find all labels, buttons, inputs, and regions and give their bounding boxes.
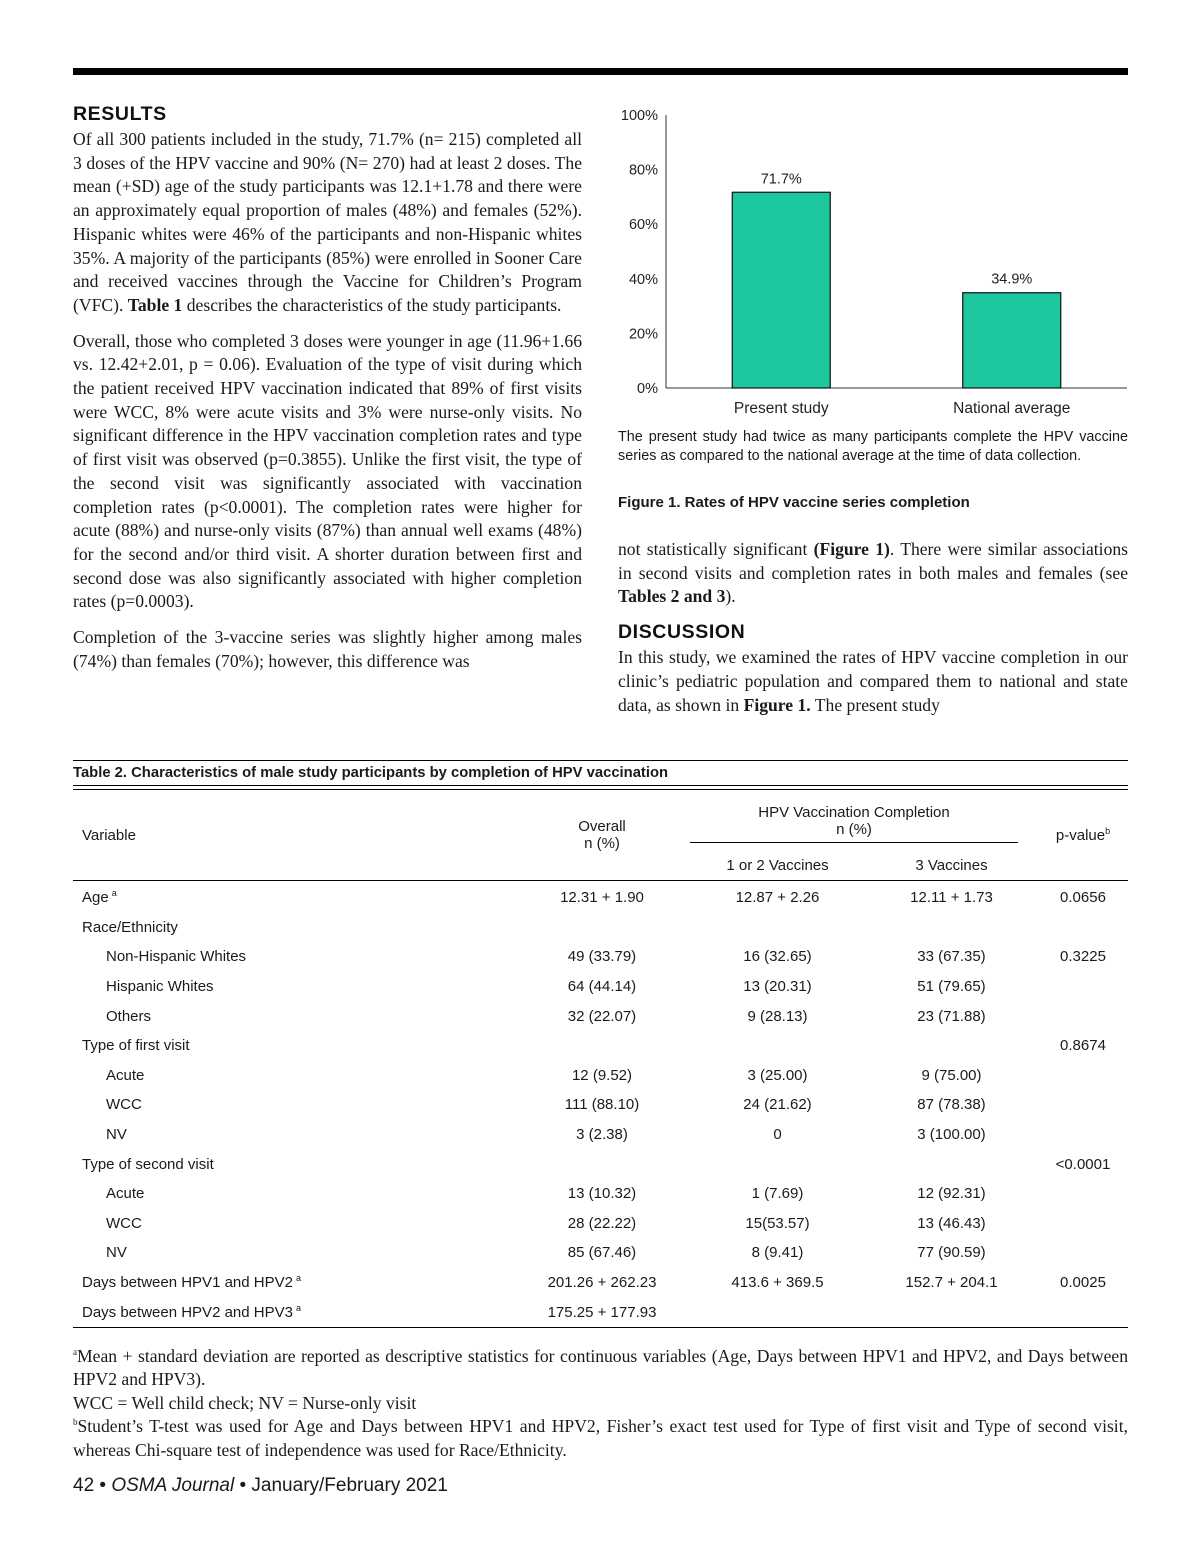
header-3: 3 Vaccines bbox=[915, 856, 988, 874]
footnote-b bbox=[73, 1415, 1128, 1462]
table-row bbox=[73, 1090, 1128, 1120]
cell-3 bbox=[865, 1001, 1038, 1031]
row-label bbox=[73, 1149, 514, 1179]
header-variable: Variable bbox=[82, 826, 136, 844]
cell-3 bbox=[865, 881, 1038, 913]
continued-text-3: ). bbox=[725, 586, 736, 607]
cell-1or2-text: 1 (7.69) bbox=[751, 1185, 804, 1203]
footer-sep-2: • bbox=[234, 1475, 252, 1496]
cell-pvalue-text: 0.3225 bbox=[1060, 948, 1106, 966]
cell-3-text: 51 (79.65) bbox=[917, 978, 986, 996]
footnotes bbox=[73, 1345, 1128, 1462]
cell-1or2 bbox=[690, 1209, 865, 1239]
x-tick-label: National average bbox=[953, 400, 1071, 417]
cell-overall-text: 12.31 + 1.90 bbox=[560, 889, 644, 907]
y-tick-label: 20% bbox=[628, 326, 658, 343]
continued-text-2: . There were similar associations in second visits and completion rates in both males and females (see bbox=[618, 539, 1129, 583]
row-label-text: NV bbox=[106, 1244, 127, 1262]
row-label-text: Type of first visit bbox=[82, 1037, 190, 1055]
cell-overall-text: 201.26 + 262.23 bbox=[547, 1274, 657, 1292]
footnote-b-text: Student’s T-test was used for Age and Days between HPV1 and HPV2, Fisher’s exact test used for Type of first visit and Type of second visit, whereas Chi-square test of independence was used for Race/Ethnicity. bbox=[73, 1416, 1128, 1460]
y-tick-label: 100% bbox=[620, 108, 658, 124]
results-paragraph-1 bbox=[73, 128, 582, 318]
cell-1or2 bbox=[690, 1268, 865, 1298]
cell-3 bbox=[865, 1061, 1038, 1091]
row-label-text: Days between HPV2 and HPV3 bbox=[82, 1303, 293, 1321]
bar bbox=[963, 293, 1061, 388]
cell-3 bbox=[865, 1268, 1038, 1298]
x-tick-label: Present study bbox=[733, 400, 829, 417]
table-row bbox=[73, 881, 1128, 913]
header-1or2: 1 or 2 Vaccines bbox=[726, 856, 829, 874]
discussion-text: In this study, we examined the rates of HPV vaccine completion in our clinic’s pediatric population and compared them to national and state data, as shown in bbox=[618, 647, 1128, 715]
cell-1or2-text: 16 (32.65) bbox=[743, 948, 812, 966]
cell-overall bbox=[514, 1149, 690, 1179]
data-table bbox=[73, 790, 1128, 1328]
cell-3 bbox=[865, 972, 1038, 1002]
y-tick-label: 0% bbox=[637, 381, 658, 397]
cell-1or2 bbox=[690, 1238, 865, 1268]
discussion-text-end: The present study bbox=[810, 694, 940, 715]
cell-1or2-text: 13 (20.31) bbox=[743, 978, 812, 996]
cell-3-text: 77 (90.59) bbox=[917, 1244, 986, 1262]
cell-overall-text: 3 (2.38) bbox=[576, 1126, 628, 1144]
cell-overall bbox=[514, 942, 690, 972]
cell-1or2 bbox=[690, 881, 865, 913]
header-group bbox=[690, 790, 1038, 850]
issue-date: January/February 2021 bbox=[251, 1475, 448, 1496]
cell-3-text: 152.7 + 204.1 bbox=[905, 1274, 998, 1292]
table-row bbox=[73, 1238, 1128, 1268]
cell-pvalue bbox=[1038, 1090, 1128, 1120]
cell-1or2-text: 8 (9.41) bbox=[751, 1244, 804, 1262]
cell-pvalue-text: <0.0001 bbox=[1055, 1155, 1111, 1173]
cell-1or2 bbox=[690, 1149, 865, 1179]
cell-overall bbox=[514, 1031, 690, 1061]
table-row bbox=[73, 942, 1128, 972]
row-label-text: Acute bbox=[106, 1066, 145, 1084]
cell-overall bbox=[514, 1061, 690, 1091]
cell-3 bbox=[865, 1090, 1038, 1120]
discussion-heading: DISCUSSION bbox=[618, 621, 746, 644]
cell-pvalue-text: 0.8674 bbox=[1060, 1037, 1106, 1055]
cell-1or2-text: 0 bbox=[773, 1126, 782, 1144]
cell-overall-text: 64 (44.14) bbox=[567, 978, 637, 996]
top-rule bbox=[73, 68, 1128, 75]
continued-text: not statistically significant bbox=[618, 539, 814, 559]
cell-overall bbox=[514, 1001, 690, 1031]
cell-overall bbox=[514, 881, 690, 913]
page-number: 42 bbox=[73, 1475, 95, 1496]
cell-1or2 bbox=[690, 972, 865, 1002]
table-row bbox=[73, 1209, 1128, 1239]
bar-chart bbox=[610, 100, 1135, 430]
cell-overall-text: 49 (33.79) bbox=[567, 948, 637, 966]
cell-overall-text: 111 (88.10) bbox=[564, 1096, 640, 1114]
table-row bbox=[73, 1149, 1128, 1179]
cell-3 bbox=[865, 1179, 1038, 1209]
results-p1-text: Of all 300 patients included in the study, 71.7% (n= 215) completed all 3 doses of the HPV vaccine and 90% (N= 270) had at least 2 doses. The mean (+SD) age of the study participants was 12.1+1.78 and there were an approximately equal proportion of males (48%) and females (52%). Hispanic whites were 46% of the participants and non-Hispanic whites 35%. A majority of the participants (85%) were enrolled in Sooner Care and received vaccines through the Vaccine for Children’s Program (VFC). bbox=[73, 129, 582, 315]
footnote-a bbox=[73, 1345, 1128, 1392]
cell-pvalue bbox=[1038, 913, 1128, 943]
table-row bbox=[73, 1120, 1128, 1150]
header-pvalue bbox=[1038, 790, 1128, 881]
cell-1or2 bbox=[690, 1120, 865, 1150]
table-row bbox=[73, 913, 1128, 943]
cell-pvalue bbox=[1038, 1061, 1128, 1091]
row-label-text: WCC bbox=[106, 1096, 142, 1114]
header-pvalue-text: p-value bbox=[1055, 826, 1106, 844]
figure1-ref: (Figure 1) bbox=[813, 539, 890, 559]
cell-overall bbox=[514, 1297, 690, 1327]
cell-1or2-text: 9 (28.13) bbox=[747, 1007, 808, 1025]
table-row bbox=[73, 1061, 1128, 1091]
cell-1or2 bbox=[690, 1001, 865, 1031]
cell-pvalue bbox=[1038, 881, 1128, 913]
cell-3 bbox=[865, 1120, 1038, 1150]
cell-1or2 bbox=[690, 1090, 865, 1120]
cell-pvalue bbox=[1038, 1297, 1128, 1327]
cell-3-text: 12.11 + 1.73 bbox=[910, 889, 993, 907]
cell-1or2-text: 413.6 + 369.5 bbox=[731, 1274, 824, 1292]
row-label bbox=[73, 1001, 514, 1031]
cell-overall bbox=[514, 1268, 690, 1298]
cell-1or2 bbox=[690, 942, 865, 972]
cell-pvalue bbox=[1038, 1149, 1128, 1179]
header-overall-line1: Overall bbox=[578, 818, 626, 835]
cell-3 bbox=[865, 1031, 1038, 1061]
results-paragraph-2: Overall, those who completed 3 doses were younger in age (11.96+1.66 vs. 12.42+2.01, p = 0.06). Evaluation of the type of visit during which the patient received HPV vaccination indicated that 89% of first visits were WCC, 8% were acute visits and 3% were nurse-only visits. No significant difference in the HPV vaccination completion rates and type of first visit was observed (p=0.3855). Unlike the first visit, the type of the second visit was significantly associated with vaccination completion rates (p<0.0001). The completion rates were higher for acute (88%) and nurse-only visits (87%) than annual well exams (48%) for the second and/or third visit. A shorter duration between first and second dose was also significantly associated with higher completion rates (p=0.0003). bbox=[73, 330, 582, 612]
header-pvalue-sup: b bbox=[1105, 825, 1111, 836]
cell-1or2-text: 3 (25.00) bbox=[747, 1066, 808, 1084]
cell-1or2-text: 12.87 + 2.26 bbox=[735, 889, 820, 907]
results-paragraph-3: Completion of the 3-vaccine series was slightly higher among males (74%) than females (70%); however, this difference was bbox=[73, 627, 582, 671]
row-label bbox=[73, 1268, 514, 1298]
cell-overall-text: 32 (22.07) bbox=[567, 1007, 637, 1025]
y-tick-label: 80% bbox=[628, 162, 658, 179]
y-tick-label: 40% bbox=[628, 271, 658, 288]
cell-pvalue bbox=[1038, 942, 1128, 972]
row-label bbox=[73, 1120, 514, 1150]
cell-overall bbox=[514, 1209, 690, 1239]
figure-caption: The present study had twice as many participants complete the HPV vaccine series as compared to the national average at the time of data collection. bbox=[618, 429, 1128, 465]
footnote-abbrev: WCC = Well child check; NV = Nurse-only visit bbox=[73, 1392, 417, 1413]
cell-overall bbox=[514, 1179, 690, 1209]
figure-title: Figure 1. Rates of HPV vaccine series completion bbox=[618, 494, 970, 511]
journal-name: OSMA Journal bbox=[111, 1475, 235, 1496]
row-label-text: Age bbox=[82, 889, 109, 907]
cell-pvalue bbox=[1038, 1179, 1128, 1209]
cell-overall-text: 28 (22.22) bbox=[567, 1214, 637, 1232]
table-2 bbox=[73, 760, 1128, 1328]
data-label: 34.9% bbox=[991, 271, 1033, 288]
table-body bbox=[73, 881, 1128, 1327]
table-row bbox=[73, 1001, 1128, 1031]
cell-overall-text: 85 (67.46) bbox=[567, 1244, 637, 1262]
cell-1or2 bbox=[690, 1031, 865, 1061]
row-label bbox=[73, 942, 514, 972]
cell-3-text: 13 (46.43) bbox=[917, 1214, 986, 1232]
row-label bbox=[73, 1179, 514, 1209]
row-label-sup: a bbox=[295, 1273, 301, 1284]
cell-1or2-text: 15(53.57) bbox=[745, 1214, 810, 1232]
figure1-ref-2: Figure 1. bbox=[743, 694, 811, 715]
header-group-line2: n (%) bbox=[836, 820, 872, 838]
cell-overall bbox=[514, 1090, 690, 1120]
footnote-b-sup: b bbox=[73, 1417, 78, 1428]
right-column bbox=[618, 538, 1128, 729]
table1-ref: Table 1 bbox=[127, 294, 183, 315]
footnote-a-sup: a bbox=[73, 1347, 77, 1358]
table-row bbox=[73, 972, 1128, 1002]
page-footer bbox=[73, 1475, 448, 1497]
cell-3-text: 87 (78.38) bbox=[917, 1096, 986, 1114]
cell-overall bbox=[514, 1120, 690, 1150]
row-label bbox=[73, 1090, 514, 1120]
row-label-text: Days between HPV1 and HPV2 bbox=[82, 1274, 293, 1292]
header-overall-line2: n (%) bbox=[584, 835, 620, 852]
row-label-text: NV bbox=[106, 1126, 127, 1144]
cell-3 bbox=[865, 1238, 1038, 1268]
cell-3-text: 12 (92.31) bbox=[917, 1185, 986, 1203]
row-label-text: Hispanic Whites bbox=[106, 978, 214, 996]
row-label-text: Race/Ethnicity bbox=[82, 918, 178, 936]
data-label: 71.7% bbox=[760, 171, 802, 188]
cell-3 bbox=[865, 913, 1038, 943]
cell-overall-text: 175.25 + 177.93 bbox=[547, 1303, 657, 1321]
row-label bbox=[73, 881, 514, 913]
cell-pvalue bbox=[1038, 1209, 1128, 1239]
tables-ref: Tables 2 and 3 bbox=[618, 586, 726, 607]
row-label-text: Non-Hispanic Whites bbox=[106, 948, 247, 966]
cell-3-text: 3 (100.00) bbox=[917, 1126, 986, 1144]
row-label-text: Others bbox=[106, 1007, 152, 1025]
cell-overall bbox=[514, 1238, 690, 1268]
row-label bbox=[73, 913, 514, 943]
results-p1-text-end: describes the characteristics of the study participants. bbox=[182, 294, 562, 315]
cell-3 bbox=[865, 1297, 1038, 1327]
cell-pvalue bbox=[1038, 1031, 1128, 1061]
row-label bbox=[73, 972, 514, 1002]
cell-1or2 bbox=[690, 913, 865, 943]
cell-1or2 bbox=[690, 1297, 865, 1327]
footer-sep: • bbox=[94, 1475, 112, 1496]
cell-pvalue bbox=[1038, 1238, 1128, 1268]
left-column bbox=[73, 103, 582, 685]
header-group-line1: HPV Vaccination Completion bbox=[758, 803, 950, 821]
table-end-rule bbox=[73, 1327, 1128, 1328]
cell-overall-text: 12 (9.52) bbox=[571, 1066, 633, 1084]
row-label bbox=[73, 1031, 514, 1061]
continued-paragraph bbox=[618, 538, 1128, 609]
row-label-sup: a bbox=[295, 1302, 301, 1313]
table-row bbox=[73, 1179, 1128, 1209]
y-tick-label: 60% bbox=[628, 217, 658, 234]
footnote-a-text: Mean + standard deviation are reported as descriptive statistics for continuous variables (Age, Days between HPV1 and HPV2, and Days between HPV2 and HPV3). bbox=[73, 1346, 1128, 1390]
cell-pvalue-text: 0.0025 bbox=[1060, 1274, 1106, 1292]
cell-pvalue bbox=[1038, 1120, 1128, 1150]
table-row bbox=[73, 1297, 1128, 1327]
row-label-sup: a bbox=[111, 888, 117, 899]
figure-1-chart bbox=[610, 100, 1135, 430]
table-row bbox=[73, 1031, 1128, 1061]
row-label bbox=[73, 1238, 514, 1268]
row-label-text: Acute bbox=[106, 1185, 145, 1203]
table-row bbox=[73, 1268, 1128, 1298]
cell-3-text: 9 (75.00) bbox=[921, 1066, 982, 1084]
discussion-paragraph bbox=[618, 646, 1128, 717]
cell-3 bbox=[865, 942, 1038, 972]
row-label-text: Type of second visit bbox=[82, 1155, 214, 1173]
results-heading: RESULTS bbox=[73, 103, 167, 125]
header-overall bbox=[514, 790, 690, 881]
cell-pvalue bbox=[1038, 972, 1128, 1002]
row-label bbox=[73, 1297, 514, 1327]
cell-3-text: 23 (71.88) bbox=[917, 1007, 986, 1025]
cell-pvalue bbox=[1038, 1001, 1128, 1031]
cell-overall bbox=[514, 972, 690, 1002]
cell-3 bbox=[865, 1209, 1038, 1239]
cell-1or2 bbox=[690, 1179, 865, 1209]
bar bbox=[732, 192, 830, 388]
cell-1or2-text: 24 (21.62) bbox=[743, 1096, 812, 1114]
row-label-text: WCC bbox=[106, 1214, 142, 1232]
cell-overall bbox=[514, 913, 690, 943]
cell-1or2 bbox=[690, 1061, 865, 1091]
cell-pvalue bbox=[1038, 1268, 1128, 1298]
cell-overall-text: 13 (10.32) bbox=[567, 1185, 637, 1203]
row-label bbox=[73, 1209, 514, 1239]
table-title: Table 2. Characteristics of male study participants by completion of HPV vaccination bbox=[73, 760, 1128, 786]
cell-pvalue-text: 0.0656 bbox=[1060, 889, 1106, 907]
cell-3-text: 33 (67.35) bbox=[917, 948, 986, 966]
row-label bbox=[73, 1061, 514, 1091]
cell-3 bbox=[865, 1149, 1038, 1179]
